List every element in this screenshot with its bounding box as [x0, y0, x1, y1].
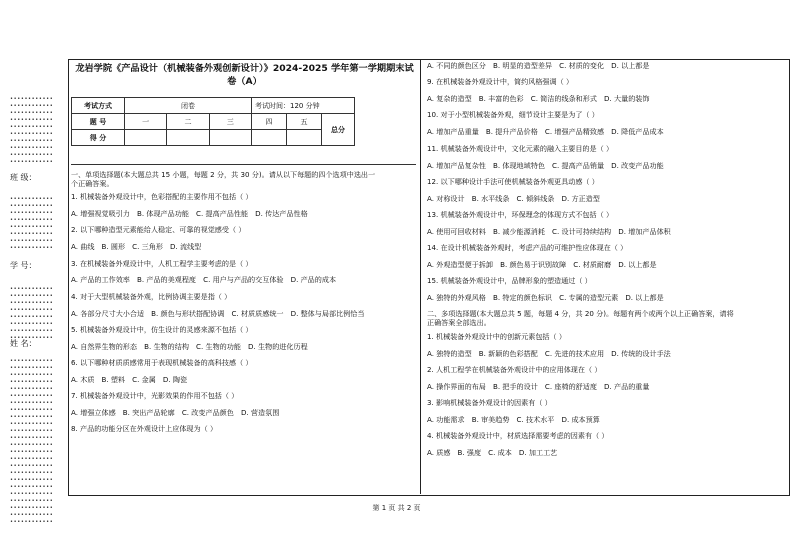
answer-options: A. 增加产品重量 B. 提升产品价格 C. 增强产品精致感 D. 降低产品成本 [427, 127, 664, 137]
question-text: 12. 以下哪种设计手法可使机械装备外观更具动感（ ） [427, 176, 599, 186]
answer-options: A. 操作界面的布局 B. 把手的设计 C. 座椅的舒适度 D. 产品的重量 [427, 381, 650, 391]
question-text: 1. 机械装备外观设计中的创新元素包括（ ） [427, 331, 566, 341]
question-number: 三 [209, 114, 251, 130]
exam-title: 龙岩学院《产品设计（机械装备外观创新设计）》2024-2025 学年第一学期期末试卷（A） [75, 63, 414, 87]
answer-options: A. 木质 B. 塑料 C. 金属 D. 陶瓷 [71, 374, 188, 384]
answer-options: A. 对称设计 B. 水平线条 C. 倾斜线条 D. 方正造型 [427, 193, 600, 203]
binding-dots-bottom: •••••••••••• •••••••••••• •••••••••••• •••••••••••• •••••••••••• •••••••••••• •••••••••••• •••••••••••• •••••••••••• •••••••••••• •••••••••••• •••••••••••• •••••••••••• •••••••••••• •••••••••••• •••••••••••• •••••••••••• •••••••••••• •••••••••••• •••••••••••• •••••••••••• •••••••••••• •••••••••••• •••••••••••• [10, 358, 54, 525]
score-label: 得 分 [72, 130, 125, 146]
question-text: 2. 以下哪种造型元素能给人稳定、可靠的视觉感受（ ） [71, 225, 246, 235]
question-number: 四 [252, 114, 287, 130]
question-text: 15. 机械装备外观设计中，品牌形象的塑造通过（ ） [427, 276, 592, 286]
exam-method-label: 考试方式 [72, 98, 125, 114]
answer-options: A. 功能需求 B. 审美趋势 C. 技术水平 D. 成本预算 [427, 414, 600, 424]
binding-dots-mid1: •••••••••••• •••••••••••• •••••••••••• •••••••••••• •••••••••••• •••••••••••• •••••••••••• •••••••••••• [10, 196, 54, 251]
question-text: 10. 对于小型机械装备外观，细节设计主要是为了（ ） [427, 110, 599, 120]
score-cell[interactable] [125, 130, 167, 146]
left-column [71, 171, 377, 442]
question-text: 3. 影响机械装备外观设计的因素有（ ） [427, 398, 552, 408]
score-cell[interactable] [167, 130, 209, 146]
name-label: 姓 名： [10, 339, 37, 348]
answer-options: A. 复杂的造型 B. 丰富的色彩 C. 简洁的线条和形式 D. 大量的装饰 [427, 94, 650, 104]
answer-options: A. 曲线 B. 圆形 C. 三角形 D. 流线型 [71, 242, 202, 252]
question-text: 2. 人机工程学在机械装备外观设计中的应用体现在（ ） [427, 364, 602, 374]
answer-options: A. 外观造型便于拆卸 B. 颜色易于识别故障 C. 材质耐磨 D. 以上都是 [427, 260, 657, 270]
question-number: 二 [167, 114, 209, 130]
question-text: 7. 机械装备外观设计中，光影效果的作用不包括（ ） [71, 391, 239, 401]
score-cell[interactable] [287, 130, 322, 146]
question-text: 11. 机械装备外观设计中，文化元素的融入主要目的是（ ） [427, 143, 614, 153]
header-separator [71, 164, 416, 165]
question-text: 4. 对于大型机械装备外观，比例协调主要是指（ ） [71, 291, 232, 301]
question-text: 14. 在设计机械装备外观时，考虑产品的可维护性应体现在（ ） [427, 243, 628, 253]
question-number: 五 [287, 114, 322, 130]
question-text: 8. 产品的功能分区在外观设计上应体现为（ ） [71, 424, 218, 434]
exam-time-label: 考试时间：120 分钟 [252, 98, 355, 114]
answer-options: A. 自然界生物的形态 B. 生物的结构 C. 生物的功能 D. 生物的进化历程 [71, 341, 308, 351]
answer-options: A. 不同的颜色区分 B. 明显的造型差异 C. 材质的变化 D. 以上都是 [427, 61, 650, 70]
binding-dots-top: •••••••••••• •••••••••••• •••••••••••• •••••••••••• •••••••••••• •••••••••••• •••••••••••• •••••••••••• •••••••••••• •••••••••••• [10, 96, 54, 165]
question-text: 4. 机械装备外观设计中，材质选择需要考虑的因素有（ ） [427, 431, 609, 441]
exam-method-value: 闭卷 [125, 98, 252, 114]
question-text: 9. 在机械装备外观设计中，简约风格强调（ ） [427, 77, 574, 87]
question-number: 一 [125, 114, 167, 130]
binding-margin [10, 96, 60, 526]
question-text: 1. 机械装备外观设计中，色彩搭配的主要作用不包括（ ） [71, 192, 253, 202]
column-divider [420, 59, 421, 494]
student-id-label: 学 号： [10, 261, 37, 270]
answer-options: A. 增加产品复杂性 B. 体现地域特色 C. 提高产品销量 D. 改变产品功能 [427, 160, 664, 170]
section-heading: 一、单项选择题(本大题总共 15 小题，每题 2 分，共 30 分)。请从以下每题的四个选项中选出一个正确答案。 [71, 170, 376, 188]
answer-options: A. 各部分尺寸大小合适 B. 颜色与形状搭配协调 C. 材质质感统一 D. 整体与局部比例恰当 [71, 308, 365, 318]
section-heading: 二、多项选择题(本大题总共 5 题，每题 4 分，共 20 分)。每题有两个或两个以上正确答案，请将正确答案全部选出。 [427, 309, 734, 328]
answer-options: A. 独特的外观风格 B. 特定的颜色标识 C. 专属的造型元素 D. 以上都是 [427, 293, 664, 303]
total-score-label: 总分 [322, 114, 355, 146]
score-cell[interactable] [252, 130, 287, 146]
answer-options: A. 使用可回收材料 B. 减少能源消耗 C. 设计可持续结构 D. 增加产品体积 [427, 226, 671, 236]
score-table [71, 97, 355, 146]
class-label: 班 级： [10, 173, 37, 182]
answer-options: A. 增强视觉吸引力 B. 体现产品功能 C. 提高产品性能 D. 传达产品性格 [71, 209, 308, 219]
score-cell[interactable] [209, 130, 251, 146]
right-column [427, 62, 739, 465]
question-text: 3. 在机械装备外观设计中，人机工程学主要考虑的是（ ） [71, 258, 253, 268]
answer-options: A. 质感 B. 强度 C. 成本 D. 加工工艺 [427, 448, 558, 458]
binding-dots-mid2: •••••••••••• •••••••••••• •••••••••••• •••••••••••• •••••••••••• •••••••••••• •••••••••••• •••••••••••• [10, 286, 54, 341]
question-no-label: 题 号 [72, 114, 125, 130]
question-text: 6. 以下哪种材质质感常用于表现机械装备的高科技感（ ） [71, 358, 253, 368]
answer-options: A. 增强立体感 B. 突出产品轮廓 C. 改变产品颜色 D. 营造氛围 [71, 408, 280, 418]
answer-options: A. 独特的造型 B. 新颖的色彩搭配 C. 先进的技术应用 D. 传统的设计手法 [427, 348, 671, 358]
question-text: 5. 机械装备外观设计中，仿生设计的灵感来源不包括（ ） [71, 324, 253, 334]
page-footer: 第 1 页 共 2 页 [372, 504, 421, 512]
question-text: 13. 机械装备外观设计中，环保理念的体现方式不包括（ ） [427, 209, 614, 219]
answer-options: A. 产品的工作效率 B. 产品的美观程度 C. 用户与产品的交互体验 D. 产品的成本 [71, 275, 337, 285]
